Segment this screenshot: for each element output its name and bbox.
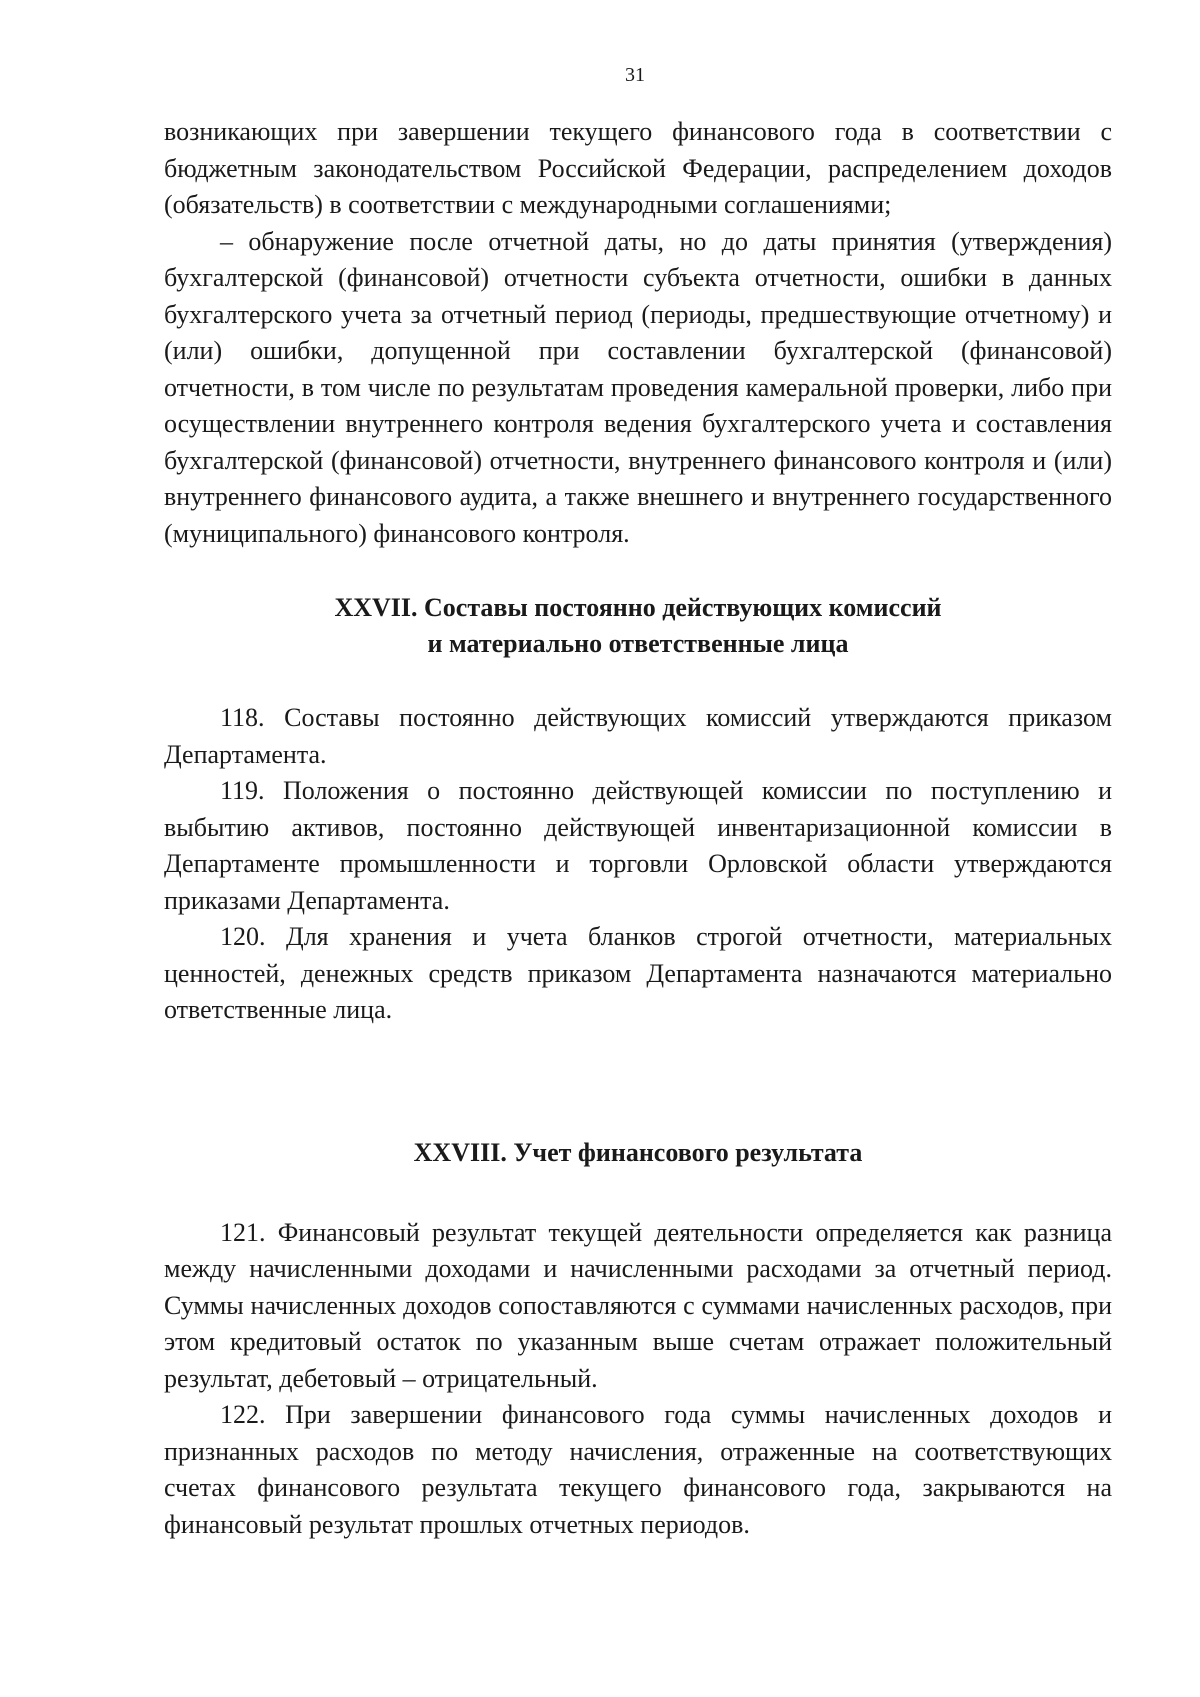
paragraph-118: 118. Составы постоянно действующих комиссий утверждаются приказом Департамента. xyxy=(164,703,1112,769)
section-27-title-line-2: и материально ответственные лица xyxy=(427,629,849,658)
paragraph-122: 122. При завершении финансового года суммы начисленных доходов и признанных расходов по методу начисления, отраженные на соответствующих счетах финансового результата текущего финансового года, закрываются на финансовый результат прошлых отчетных периодов. xyxy=(164,1400,1112,1539)
bullet-paragraph: – обнаружение после отчетной даты, но до даты принятия (утверждения) бухгалтерской (финансовой) отчетности субъекта отчетности, ошибки в данных бухгалтерского учета за отчетный период (периоды, предшествующие отчетному) и (или) ошибки, допущенной при составлении бухгалтерской (финансовой) отчетности, в том числе по результатам проведения камеральной проверки, либо при осуществлении внутреннего контроля ведения бухгалтерского учета и составления бухгалтерской (финансовой) отчетности, внутреннего финансового контроля и (или) внутреннего финансового аудита, а также внешнего и внутреннего государственного (муниципального) финансового контроля. xyxy=(164,226,1112,548)
section-28-heading: XXVIII. Учет финансового результата xyxy=(413,1137,863,1167)
section-27-heading xyxy=(164,590,1112,662)
continuation-paragraph: возникающих при завершении текущего финансового года в соответствии с бюджетным законодательством Российской Федерации, распределением доходов (обязательств) в соответствии с международными соглашениями; xyxy=(164,117,1112,219)
page-number: 31 xyxy=(625,64,645,86)
document-body xyxy=(164,114,1112,1543)
paragraph-120: 120. Для хранения и учета бланков строгой отчетности, материальных ценностей, денежных средств приказом Департамента назначаются материально ответственные лица. xyxy=(164,922,1112,1024)
section-27-title-line-1: XXVII. Составы постоянно действующих комиссий xyxy=(334,593,942,622)
paragraph-121: 121. Финансовый результат текущей деятельности определяется как разница между начисленными доходами и начисленными расходами за отчетный период. Суммы начисленных доходов сопоставляются с суммами начисленных расходов, при этом кредитовый остаток по указанным выше счетам отражает положительный результат, дебетовый – отрицательный. xyxy=(164,1217,1112,1393)
paragraph-119: 119. Положения о постоянно действующей комиссии по поступлению и выбытию активов, постоянно действующей инвентаризационной комиссии в Департаменте промышленности и торговли Орловской области утверждаются приказами Департамента. xyxy=(164,776,1112,915)
